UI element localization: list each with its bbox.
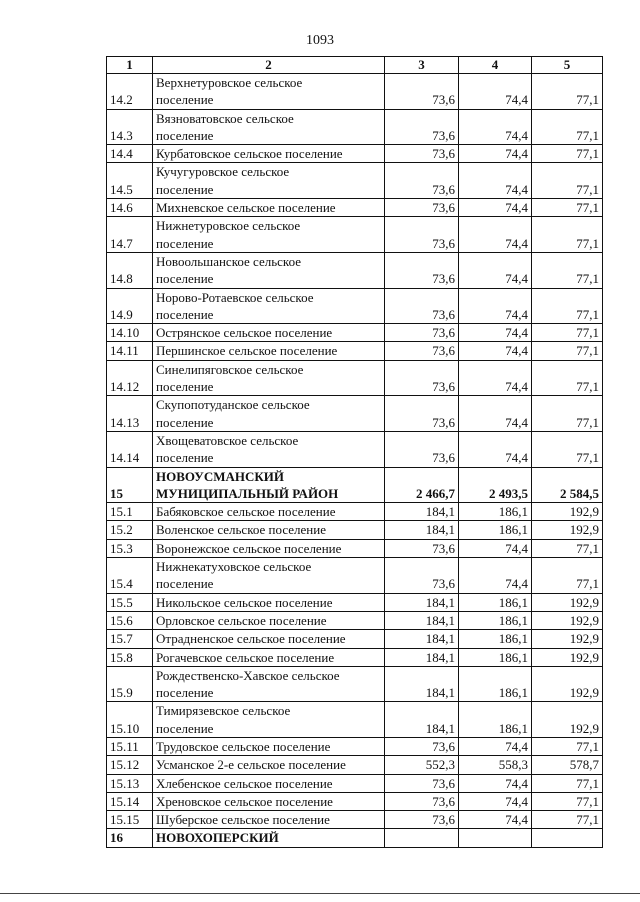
value-column-4: 74,4: [459, 199, 532, 217]
value-column-5: 77,1: [532, 396, 603, 432]
row-index: 15.13: [107, 774, 153, 792]
value-column-3: 73,6: [385, 199, 459, 217]
table-row: [107, 593, 603, 611]
settlement-name: [153, 396, 385, 432]
table-row: [107, 431, 603, 467]
settlement-name-line: Тимирязевское сельское: [156, 703, 291, 719]
row-index: 14.12: [107, 360, 153, 396]
value-column-5: 77,1: [532, 774, 603, 792]
value-column-5: 77,1: [532, 811, 603, 829]
settlement-name-line: Вязноватовское сельское: [156, 110, 294, 126]
settlement-name-line: Курбатовское сельское поселение: [156, 146, 343, 162]
settlement-name-line: Хреновское сельское поселение: [156, 793, 333, 809]
settlement-name-line: Нижнетуровское сельское: [156, 218, 301, 234]
value-column-5: 77,1: [532, 792, 603, 810]
table-row: [107, 288, 603, 324]
table-row: [107, 324, 603, 342]
value-column-4: 74,4: [459, 74, 532, 110]
table-row: [107, 702, 603, 738]
settlement-name-line: поселение: [156, 235, 214, 251]
value-column-4: 558,3: [459, 756, 532, 774]
row-index: 14.3: [107, 109, 153, 145]
settlement-name-line: поселение: [156, 414, 214, 430]
value-column-5: 77,1: [532, 109, 603, 145]
value-column-4: 74,4: [459, 252, 532, 288]
value-column-4: 74,4: [459, 360, 532, 396]
settlement-name: [153, 467, 385, 503]
settlement-name-line: поселение: [156, 450, 214, 466]
value-column-5: 77,1: [532, 288, 603, 324]
table-row: [107, 630, 603, 648]
value-column-3: 73,6: [385, 360, 459, 396]
settlement-name-line: НОВОУСМАНСКИЙ: [156, 468, 285, 484]
row-index: 14.13: [107, 396, 153, 432]
settlement-name: [153, 288, 385, 324]
value-column-4: 186,1: [459, 666, 532, 702]
table-row: [107, 811, 603, 829]
row-index: 15.11: [107, 737, 153, 755]
settlement-name: [153, 360, 385, 396]
value-column-3: 73,6: [385, 558, 459, 594]
settlement-name: [153, 611, 385, 629]
settlement-name-line: Хлебенское сельское поселение: [156, 775, 333, 791]
value-column-4: 186,1: [459, 593, 532, 611]
table-row: [107, 792, 603, 810]
settlement-name: [153, 593, 385, 611]
row-index: 15.3: [107, 539, 153, 557]
value-column-4: 186,1: [459, 702, 532, 738]
value-column-3: 73,6: [385, 145, 459, 163]
table-row: [107, 163, 603, 199]
value-column-5: 77,1: [532, 199, 603, 217]
settlement-name-line: поселение: [156, 576, 214, 592]
settlement-name-line: Отрадненское сельское поселение: [156, 631, 346, 647]
row-index: 16: [107, 829, 153, 847]
settlement-name: [153, 109, 385, 145]
value-column-4: 186,1: [459, 611, 532, 629]
row-index: 15.1: [107, 503, 153, 521]
settlement-name: [153, 630, 385, 648]
column-header: 3: [385, 57, 459, 74]
settlement-name-line: поселение: [156, 127, 214, 143]
value-column-4: 2 493,5: [459, 467, 532, 503]
settlement-name: [153, 774, 385, 792]
settlement-name-line: Воленское сельское поселение: [156, 522, 326, 538]
value-column-5: 77,1: [532, 431, 603, 467]
table-row: [107, 648, 603, 666]
value-column-4: 74,4: [459, 792, 532, 810]
value-column-4: 186,1: [459, 648, 532, 666]
column-header: 5: [532, 57, 603, 74]
row-index: 15.9: [107, 666, 153, 702]
settlement-name-line: Скупопотуданское сельское: [156, 397, 310, 413]
value-column-3: 73,6: [385, 109, 459, 145]
settlement-name-line: Синелипяговское сельское: [156, 361, 304, 377]
value-column-3: 73,6: [385, 792, 459, 810]
settlement-name-line: Норово-Ротаевское сельское: [156, 289, 314, 305]
table-row: [107, 467, 603, 503]
value-column-5: [532, 829, 603, 847]
table-header-row: [107, 57, 603, 74]
settlement-name-line: Новоольшанское сельское: [156, 253, 301, 269]
value-column-5: 192,9: [532, 593, 603, 611]
row-index: 14.6: [107, 199, 153, 217]
table-row: [107, 74, 603, 110]
value-column-5: 77,1: [532, 324, 603, 342]
table-row: [107, 109, 603, 145]
settlement-name-line: Першинское сельское поселение: [156, 343, 338, 359]
settlement-name-line: Рогачевское сельское поселение: [156, 649, 335, 665]
row-index: 14.9: [107, 288, 153, 324]
value-column-4: [459, 829, 532, 847]
value-column-4: 74,4: [459, 558, 532, 594]
column-header: 2: [153, 57, 385, 74]
settlement-name-line: поселение: [156, 720, 214, 736]
column-header: 1: [107, 57, 153, 74]
settlement-name-line: Кучугуровское сельское: [156, 164, 290, 180]
value-column-4: 74,4: [459, 539, 532, 557]
value-column-5: 192,9: [532, 503, 603, 521]
table-row: [107, 774, 603, 792]
value-column-3: 184,1: [385, 648, 459, 666]
settlement-name-line: Никольское сельское поселение: [156, 594, 333, 610]
settlement-name: [153, 558, 385, 594]
table-row: [107, 829, 603, 847]
settlement-name: [153, 521, 385, 539]
row-index: 15.4: [107, 558, 153, 594]
row-index: 15.15: [107, 811, 153, 829]
row-index: 14.4: [107, 145, 153, 163]
value-column-5: 77,1: [532, 163, 603, 199]
value-column-3: 184,1: [385, 630, 459, 648]
value-column-3: 73,6: [385, 539, 459, 557]
row-index: 14.2: [107, 74, 153, 110]
settlement-name-line: поселение: [156, 306, 214, 322]
column-header: 4: [459, 57, 532, 74]
row-index: 14.8: [107, 252, 153, 288]
value-column-5: 192,9: [532, 702, 603, 738]
value-column-4: 74,4: [459, 288, 532, 324]
value-column-3: 2 466,7: [385, 467, 459, 503]
settlement-name: [153, 539, 385, 557]
value-column-3: 73,6: [385, 324, 459, 342]
settlement-name: [153, 503, 385, 521]
value-column-4: 186,1: [459, 503, 532, 521]
value-column-5: 578,7: [532, 756, 603, 774]
settlement-name-line: Воронежское сельское поселение: [156, 540, 342, 556]
value-column-4: 74,4: [459, 396, 532, 432]
table-row: [107, 756, 603, 774]
row-index: 14.14: [107, 431, 153, 467]
value-column-5: 192,9: [532, 521, 603, 539]
table-row: [107, 199, 603, 217]
value-column-5: 77,1: [532, 252, 603, 288]
value-column-3: 73,6: [385, 774, 459, 792]
value-column-5: 77,1: [532, 145, 603, 163]
value-column-3: 184,1: [385, 702, 459, 738]
value-column-3: 184,1: [385, 593, 459, 611]
settlement-name-line: Нижнекатуховское сельское: [156, 559, 312, 575]
value-column-3: 184,1: [385, 666, 459, 702]
settlement-name-line: поселение: [156, 181, 214, 197]
settlement-name: [153, 792, 385, 810]
value-column-3: 73,6: [385, 163, 459, 199]
settlement-name-line: поселение: [156, 685, 214, 701]
value-column-3: 73,6: [385, 74, 459, 110]
table-body: [107, 74, 603, 848]
value-column-4: 74,4: [459, 431, 532, 467]
settlement-name: [153, 252, 385, 288]
table-row: [107, 521, 603, 539]
row-index: 15.2: [107, 521, 153, 539]
settlement-name: [153, 217, 385, 253]
value-column-3: [385, 829, 459, 847]
settlement-name: [153, 324, 385, 342]
value-column-3: 73,6: [385, 737, 459, 755]
value-column-3: 73,6: [385, 252, 459, 288]
settlement-name: [153, 648, 385, 666]
value-column-4: 74,4: [459, 145, 532, 163]
value-column-5: 77,1: [532, 342, 603, 360]
settlement-name-line: Орловское сельское поселение: [156, 612, 327, 628]
settlement-name-line: Трудовское сельское поселение: [156, 738, 331, 754]
value-column-4: 74,4: [459, 811, 532, 829]
row-index: 15.14: [107, 792, 153, 810]
table-row: [107, 611, 603, 629]
value-column-4: 74,4: [459, 342, 532, 360]
value-column-5: 77,1: [532, 360, 603, 396]
settlement-name: [153, 431, 385, 467]
row-index: 14.7: [107, 217, 153, 253]
value-column-4: 74,4: [459, 109, 532, 145]
value-column-5: 192,9: [532, 630, 603, 648]
settlement-name-line: поселение: [156, 379, 214, 395]
value-column-5: 77,1: [532, 737, 603, 755]
value-column-3: 73,6: [385, 342, 459, 360]
settlement-name: [153, 756, 385, 774]
value-column-3: 73,6: [385, 217, 459, 253]
row-index: 15.12: [107, 756, 153, 774]
settlement-name: [153, 811, 385, 829]
value-column-5: 77,1: [532, 217, 603, 253]
value-column-3: 184,1: [385, 503, 459, 521]
value-column-3: 73,6: [385, 396, 459, 432]
value-column-3: 552,3: [385, 756, 459, 774]
table-row: [107, 252, 603, 288]
footer-rule: [0, 893, 640, 894]
settlement-name-line: Михневское сельское поселение: [156, 200, 336, 216]
value-column-5: 77,1: [532, 558, 603, 594]
value-column-4: 74,4: [459, 774, 532, 792]
value-column-5: 192,9: [532, 666, 603, 702]
budget-table: [106, 56, 603, 848]
settlement-name-line: Шуберское сельское поселение: [156, 812, 330, 828]
row-index: 15.7: [107, 630, 153, 648]
value-column-3: 73,6: [385, 288, 459, 324]
settlement-name-line: Рождественско-Хавское сельское: [156, 667, 340, 683]
row-index: 15: [107, 467, 153, 503]
row-index: 14.11: [107, 342, 153, 360]
value-column-4: 186,1: [459, 521, 532, 539]
settlement-name-line: НОВОХОПЕРСКИЙ: [156, 830, 279, 846]
value-column-4: 74,4: [459, 324, 532, 342]
row-index: 15.10: [107, 702, 153, 738]
value-column-4: 74,4: [459, 217, 532, 253]
value-column-5: 77,1: [532, 74, 603, 110]
row-index: 15.5: [107, 593, 153, 611]
value-column-5: 2 584,5: [532, 467, 603, 503]
table-row: [107, 217, 603, 253]
table-row: [107, 737, 603, 755]
settlement-name-line: Бабяковское сельское поселение: [156, 504, 336, 520]
settlement-name: [153, 74, 385, 110]
settlement-name: [153, 145, 385, 163]
table-row: [107, 539, 603, 557]
settlement-name-line: Острянское сельское поселение: [156, 325, 333, 341]
value-column-4: 186,1: [459, 630, 532, 648]
settlement-name: [153, 702, 385, 738]
table-row: [107, 145, 603, 163]
table-row: [107, 396, 603, 432]
value-column-5: 77,1: [532, 539, 603, 557]
settlement-name: [153, 199, 385, 217]
page-number: 1093: [306, 33, 334, 48]
settlement-name: [153, 737, 385, 755]
settlement-name-line: Верхнетуровское сельское: [156, 75, 303, 90]
settlement-name-line: Хвощеватовское сельское: [156, 432, 299, 448]
value-column-4: 74,4: [459, 737, 532, 755]
row-index: 15.8: [107, 648, 153, 666]
table-row: [107, 342, 603, 360]
settlement-name-line: поселение: [156, 92, 214, 108]
settlement-name-line: поселение: [156, 271, 214, 287]
row-index: 15.6: [107, 611, 153, 629]
settlement-name: [153, 163, 385, 199]
value-column-3: 73,6: [385, 811, 459, 829]
table-row: [107, 503, 603, 521]
settlement-name: [153, 666, 385, 702]
settlement-name: [153, 829, 385, 847]
row-index: 14.5: [107, 163, 153, 199]
value-column-3: 184,1: [385, 521, 459, 539]
value-column-5: 192,9: [532, 611, 603, 629]
value-column-3: 184,1: [385, 611, 459, 629]
row-index: 14.10: [107, 324, 153, 342]
settlement-name-line: Усманское 2-е сельское поселение: [156, 757, 346, 773]
table-row: [107, 558, 603, 594]
settlement-name: [153, 342, 385, 360]
value-column-4: 74,4: [459, 163, 532, 199]
value-column-3: 73,6: [385, 431, 459, 467]
settlement-name-line: МУНИЦИПАЛЬНЫЙ РАЙОН: [156, 485, 339, 501]
value-column-5: 192,9: [532, 648, 603, 666]
table-row: [107, 360, 603, 396]
table-row: [107, 666, 603, 702]
